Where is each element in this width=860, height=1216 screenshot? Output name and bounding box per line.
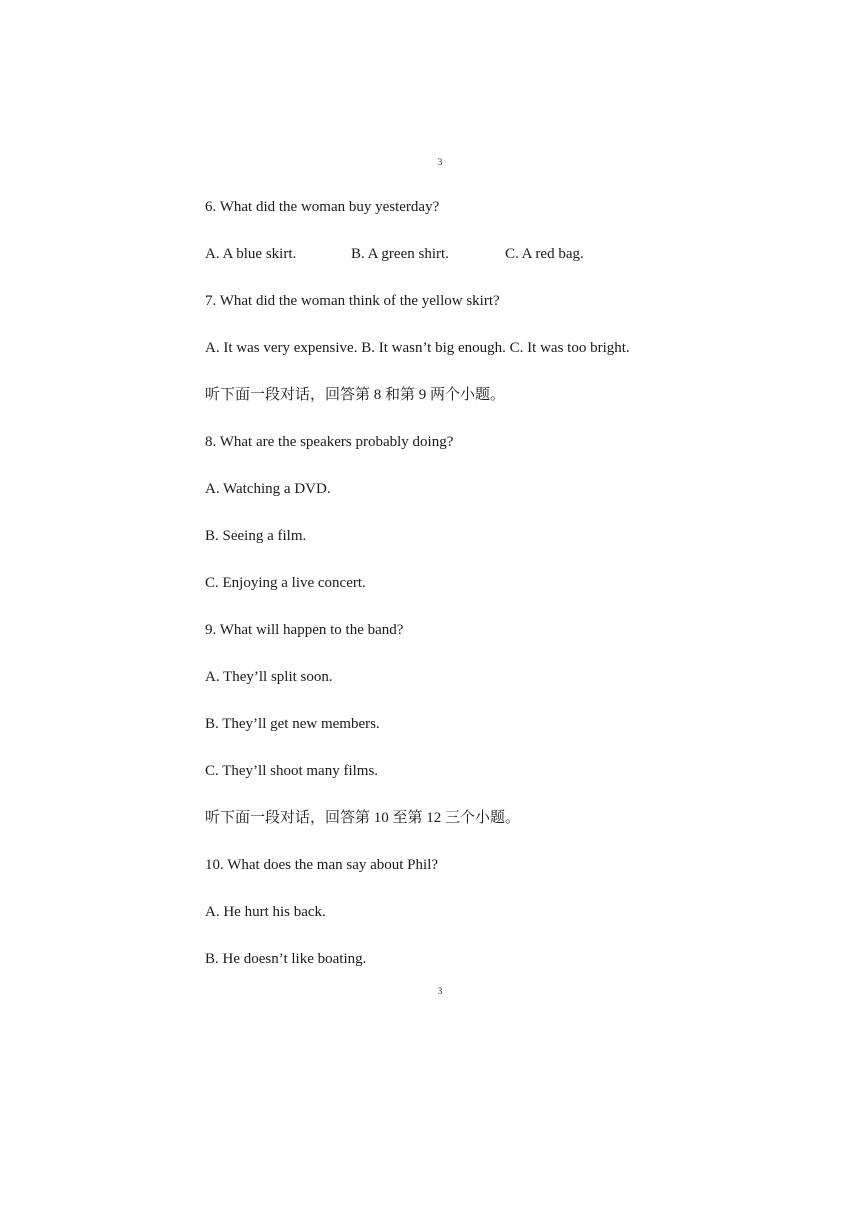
instruction-8-9: 听下面一段对话，回答第 8 和第 9 两个小题。 <box>205 387 506 403</box>
question-6-option-c: C. A red bag. <box>505 246 584 262</box>
question-7: 7. What did the woman think of the yellow skirt? <box>205 293 500 309</box>
instruction-10-12: 听下面一段对话，回答第 10 至第 12 三个小题。 <box>205 810 521 826</box>
question-8-option-a: A. Watching a DVD. <box>205 481 331 497</box>
question-9-option-c: C. They’ll shoot many films. <box>205 763 379 779</box>
question-6-option-a: A. A blue skirt. <box>205 246 297 262</box>
question-8-option-c: C. Enjoying a live concert. <box>205 575 366 591</box>
header-page-number: 3 <box>437 157 443 167</box>
question-6: 6. What did the woman buy yesterday? <box>205 199 440 215</box>
question-7-options: A. It was very expensive. B. It wasn’t big enough. C. It was too bright. <box>205 340 630 356</box>
question-9-option-a: A. They’ll split soon. <box>205 669 333 685</box>
question-9-option-b: B. They’ll get new members. <box>205 716 380 732</box>
question-10-option-b: B. He doesn’t like boating. <box>205 951 367 967</box>
question-9: 9. What will happen to the band? <box>205 622 404 638</box>
question-6-option-b: B. A green shirt. <box>351 246 449 262</box>
question-8-option-b: B. Seeing a film. <box>205 528 307 544</box>
question-8: 8. What are the speakers probably doing? <box>205 434 454 450</box>
question-10: 10. What does the man say about Phil? <box>205 857 439 873</box>
question-10-option-a: A. He hurt his back. <box>205 904 326 920</box>
footer-page-number: 3 <box>437 986 443 996</box>
